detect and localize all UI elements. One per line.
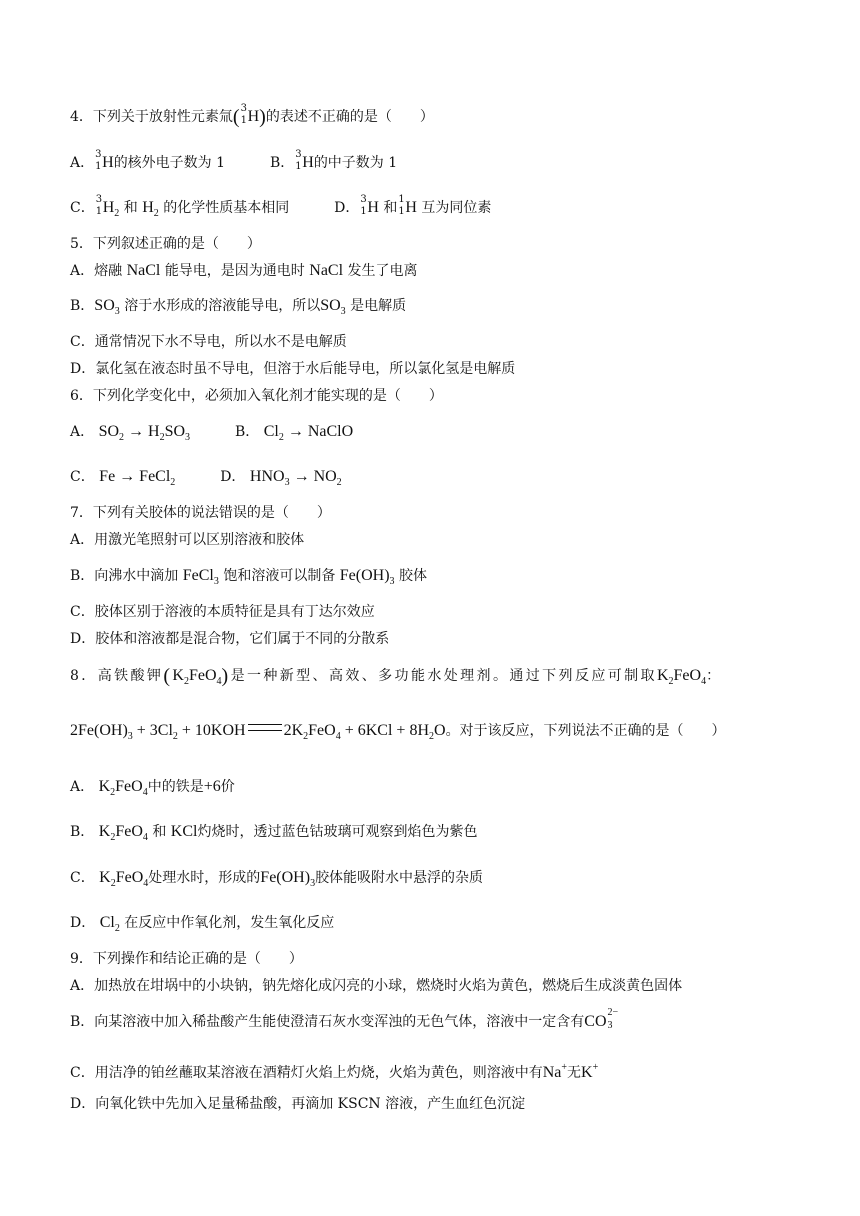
- equals-sign: [248, 724, 282, 731]
- q9-stem: 9．下列操作和结论正确的是（ ）: [70, 951, 303, 967]
- q9-option-b: B．向某溶液中加入稀盐酸产生能使澄清石灰水变浑浊的无色气体，溶液中一定含有CO 2− 3: [70, 1007, 619, 1031]
- q7-option-a: A．用激光笔照射可以区别溶液和胶体: [70, 532, 305, 548]
- q8-b-text: 灼烧时，透过蓝色钴玻璃可观察到焰色为紫色: [197, 824, 478, 840]
- q4-option-c: 的化学性质基本相同: [163, 200, 290, 216]
- q5-stem: 5．下列叙述正确的是（ ）: [70, 236, 261, 252]
- option-a-label: A．: [70, 779, 95, 795]
- q4-d-and: 和: [383, 200, 398, 216]
- q8-stem-text: 8．高铁酸钾: [70, 668, 164, 684]
- q5-option-a: A．熔融 NaCl 能导电，是因为通电时 NaCl 发生了电离: [70, 262, 418, 279]
- q8-c-text-2: 胶体能吸附水中悬浮的杂质: [315, 870, 484, 886]
- q8-a-value: +6: [203, 778, 221, 795]
- q8-b-and: 和: [152, 824, 167, 840]
- q8-stem-text-2: 是一种新型、高效、多功能水处理剂。通过下列反应可制取: [230, 668, 657, 684]
- q8-a-text: 中的铁是: [147, 779, 204, 795]
- q7-b-text-3: 胶体: [399, 568, 427, 584]
- option-b-label: B．: [70, 824, 95, 840]
- q5-option-c: C．通常情况下水不导电，所以水不是电解质: [70, 334, 347, 350]
- q8-option-c: C． $K_2FeO_4$处理水时，形成的$Fe(OH)_3$胶体能吸附水中悬浮的杂质: [70, 869, 484, 889]
- q7-stem: 7．下列有关胶体的说法错误的是（ ）: [70, 505, 331, 521]
- q9-c-text: C．用洁净的铂丝蘸取某溶液在酒精灯火焰上灼烧，火焰为黄色，则溶液中有: [70, 1065, 543, 1081]
- q5-option-d: D．氯化氢在液态时虽不导电，但溶于水后能导电，所以氯化氢是电解质: [70, 361, 516, 377]
- q5-a-text: A．熔融: [70, 263, 123, 279]
- option-d-label: D．: [334, 200, 360, 216]
- q9-option-d: D．向氧化铁中先加入足量稀盐酸，再滴加 KSCN 溶液，产生血红色沉淀: [70, 1096, 526, 1112]
- q4-option-a: 的核外电子数为 1: [113, 155, 226, 171]
- q4-options-cd: C． 3 1 $H_2$ 和 $H_2$ 的化学性质基本相同 D． 3 1 H 和 1 1 H 互为同位素: [70, 194, 492, 219]
- q4-stem-end: 的表述不正确的是（ ）: [265, 109, 434, 125]
- q7-option-b: B．向沸水中滴加 FeCl$_3$ 饱和溶液可以制备 $Fe(OH)_3$ 胶体: [70, 567, 427, 587]
- q7-b-text-2: 饱和溶液可以制备: [223, 568, 336, 584]
- q5-a-text-2: 能导电，是因为通电时: [164, 263, 305, 279]
- q5-b-text-2: 是电解质: [350, 298, 407, 314]
- option-d-label: D．: [70, 915, 96, 931]
- option-c-label: C．: [70, 200, 95, 216]
- q7-b-text: B．向沸水中滴加: [70, 568, 179, 584]
- q8-option-a: A． $K_2FeO_4$中的铁是+6价: [70, 778, 235, 798]
- q6-stem: 6．下列化学变化中，必须加入氧化剂才能实现的是（ ）: [70, 388, 443, 404]
- q5-b-text: 溶于水形成的溶液能导电，所以: [124, 298, 321, 314]
- q4-c-and: 和: [123, 200, 138, 216]
- option-d-label: D．: [220, 469, 246, 485]
- q9-b-text: B．向某溶液中加入稀盐酸产生能使澄清石灰水变浑浊的无色气体，溶液中一定含有: [70, 1014, 585, 1030]
- q8-c-text: 处理水时，形成的: [148, 870, 261, 886]
- q5-a-text-3: 发生了电离: [347, 263, 418, 279]
- paren: (: [232, 106, 240, 128]
- q8-equation: $2Fe(OH)_3 + 3Cl_2 + 10KOH$ $2K_2FeO_4 + 6KCl + 8H_2O$。对于该反应，下列说法不正确的是（ ）: [70, 722, 726, 742]
- q4-option-d: 互为同位素: [421, 200, 492, 216]
- q8-option-b: B． $K_2FeO_4$ 和 KCl灼烧时，透过蓝色钴玻璃可观察到焰色为紫色: [70, 823, 478, 843]
- q4-stem-text: 4．下列关于放射性元素氚: [70, 109, 233, 125]
- option-b-label: B．: [234, 424, 260, 440]
- q8-question: 。对于该反应，下列说法不正确的是（ ）: [445, 723, 726, 739]
- q9-option-a: A．加热放在坩埚中的小块钠，钠先熔化成闪亮的小球，燃烧时火焰为黄色，燃烧后生成淡黄色固体: [70, 978, 683, 994]
- q4-option-b: 的中子数为 1: [313, 155, 398, 171]
- paren: ): [259, 106, 266, 128]
- q8-d-text: 在反应中作氧化剂，发生氧化反应: [124, 915, 335, 931]
- q9-c-text-2: 无: [567, 1065, 582, 1081]
- q7-option-d: D．胶体和溶液都是混合物，它们属于不同的分散系: [70, 631, 390, 647]
- q7-option-c: C．胶体区别于溶液的本质特征是具有丁达尔效应: [70, 604, 375, 620]
- option-c-label: C．: [70, 870, 95, 886]
- option-b-label: B．: [269, 155, 295, 171]
- q8-a-text-2: 价: [220, 779, 235, 795]
- q6-options-ab: A． $SO_2 \to H_2SO_3$ B． $Cl_2$ → NaClO: [70, 423, 354, 443]
- option-a-label: A．: [70, 155, 95, 171]
- q4-stem: 4．下列关于放射性元素氚( 3 1 H)的表述不正确的是（ ）: [70, 103, 434, 128]
- q8-option-d: D． $Cl_2$ 在反应中作氧化剂，发生氧化反应: [70, 914, 335, 934]
- q4-options-ab: A． 3 1 H的核外电子数为 1 B． 3 1 H的中子数为 1: [70, 149, 398, 172]
- option-a-label: A．: [70, 424, 95, 440]
- tritium-symbol: 3 1: [240, 103, 247, 126]
- q9-option-c: C．用洁净的铂丝蘸取某溶液在酒精灯火焰上灼烧，火焰为黄色，则溶液中有Na+无K+: [70, 1062, 599, 1081]
- q5-b-label: B．: [70, 298, 95, 314]
- option-c-label: C．: [70, 469, 95, 485]
- q5-option-b: B．$SO_3$ 溶于水形成的溶液能导电，所以$SO_3$ 是电解质: [70, 297, 407, 317]
- q8-stem: 8．高铁酸钾$(K_2FeO_4)$是一种新型、高效、多功能水处理剂。通过下列反应可制取$K_2FeO_4$：: [70, 665, 723, 687]
- q6-options-cd: C． Fe → FeCl$_2$ D． $HNO_3 \to NO_2$: [70, 468, 342, 488]
- q8-stem-text-3: ：: [706, 668, 723, 684]
